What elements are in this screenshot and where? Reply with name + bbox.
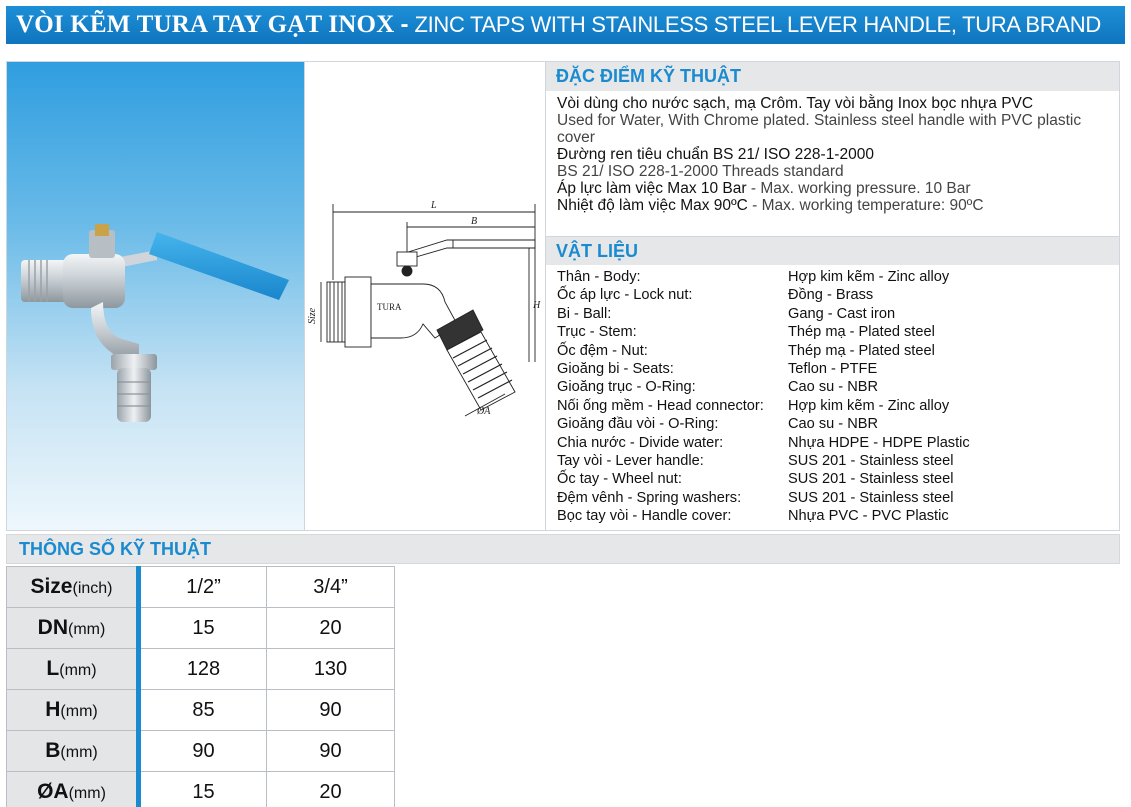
material-row (557, 286, 1119, 304)
param-unit: (mm) (68, 785, 106, 802)
material-value: Đồng - Brass (788, 287, 874, 304)
materials-heading: VẬT LIỆU (546, 236, 1119, 265)
param-unit: (mm) (59, 662, 97, 679)
table-row (7, 608, 395, 649)
features-heading: ĐẶC ĐIỂM KỸ THUẬT (546, 62, 1119, 91)
param-cell (7, 690, 139, 731)
material-part: Nối ống mềm - Head connector: (557, 397, 764, 414)
material-value: Thép mạ - Plated steel (788, 324, 935, 341)
value-cell: 130 (267, 649, 395, 690)
value-cell: 90 (139, 731, 267, 772)
param-cell (7, 731, 139, 772)
feature-line-4 (557, 197, 1119, 214)
param-unit: (mm) (68, 621, 106, 638)
material-part: Ốc đệm - Nut: (557, 342, 648, 359)
param-unit: (inch) (72, 580, 113, 597)
material-part: Chia nước - Divide water: (557, 434, 724, 451)
material-part: Gioăng bi - Seats: (557, 360, 674, 377)
material-value: Cao su - NBR (788, 416, 879, 433)
material-value: Nhựa PVC - PVC Plastic (788, 508, 949, 525)
param-name: Size (30, 575, 73, 598)
material-part: Thân - Body: (557, 269, 641, 285)
dimension-label-phi-a: ØA (477, 406, 491, 417)
feature-line-1-vn: Vòi dùng cho nước sạch, mạ Crôm. Tay vòi bằng Inox bọc nhựa PVC (557, 95, 1034, 112)
feature-line-4-vn: Nhiệt độ làm việc Max 90ºC (557, 197, 748, 214)
brand-marking: TURA (377, 302, 402, 312)
material-row (557, 323, 1119, 341)
dimension-label-size: Size (307, 307, 318, 324)
table-row (7, 567, 395, 608)
material-value: SUS 201 - Stainless steel (788, 452, 954, 469)
title-english: ZINC TAPS WITH STAINLESS STEEL LEVER HANDLE, TURA BRAND (414, 12, 1101, 37)
material-value: Thép mạ - Plated steel (788, 342, 935, 359)
value-cell: 3/4” (267, 567, 395, 608)
material-row (557, 489, 1119, 507)
material-row (557, 268, 1119, 286)
material-row (557, 434, 1119, 452)
material-value: Hợp kim kẽm - Zinc alloy (788, 269, 950, 285)
value-cell: 20 (267, 772, 395, 807)
dimension-label-b: B (471, 216, 478, 227)
material-part: Bi - Ball: (557, 305, 612, 322)
value-cell: 15 (139, 772, 267, 807)
table-row (7, 731, 395, 772)
title-separator: - (400, 11, 409, 38)
material-part: Ốc tay - Wheel nut: (557, 471, 682, 488)
material-row (557, 342, 1119, 360)
material-part: Đệm vênh - Spring washers: (557, 489, 742, 506)
zinc-tap-image (7, 62, 305, 531)
dimension-label-l: L (431, 200, 437, 211)
param-cell (7, 608, 139, 649)
material-value: Cao su - NBR (788, 379, 879, 396)
title-bar (6, 6, 1125, 44)
features-body (546, 91, 1119, 236)
param-cell (7, 567, 139, 608)
dimension-label-h: H (533, 300, 541, 311)
material-row (557, 470, 1119, 488)
value-cell: 128 (139, 649, 267, 690)
material-value: SUS 201 - Stainless steel (788, 489, 954, 506)
material-value: SUS 201 - Stainless steel (788, 471, 954, 488)
title-vietnamese: VÒI KẼM TURA TAY GẠT INOX (16, 11, 395, 38)
value-cell: 90 (267, 731, 395, 772)
value-cell: 85 (139, 690, 267, 731)
material-row (557, 415, 1119, 433)
material-row (557, 397, 1119, 415)
dimension-drawing (305, 62, 545, 532)
param-cell (7, 649, 139, 690)
material-part: Gioăng trục - O-Ring: (557, 379, 696, 396)
material-value: Teflon - PTFE (788, 360, 878, 377)
feature-line-3-vn: Áp lực làm việc Max 10 Bar (557, 180, 747, 197)
param-name: L (46, 657, 60, 680)
material-part: Trục - Stem: (557, 324, 637, 341)
table-row (7, 772, 395, 807)
material-value: Gang - Cast iron (788, 305, 896, 322)
feature-line-3-en: - Max. working pressure. 10 Bar (746, 180, 971, 197)
material-value: Nhựa HDPE - HDPE Plastic (788, 434, 970, 451)
value-cell: 90 (267, 690, 395, 731)
feature-line-2-vn: Đường ren tiêu chuẩn BS 21/ ISO 228-1-2000 (557, 146, 874, 163)
feature-line-4-en: - Max. working temperature: 90ºC (747, 197, 984, 214)
technical-drawing (305, 61, 546, 531)
param-name: H (45, 698, 61, 721)
materials-list (546, 265, 1119, 525)
feature-line-2-en: BS 21/ ISO 228-1-2000 Threads standard (557, 163, 844, 180)
material-part: Tay vòi - Lever handle: (557, 452, 704, 469)
param-name: DN (37, 616, 69, 639)
param-unit: (mm) (60, 744, 98, 761)
param-name: B (45, 739, 61, 762)
specs-panel (546, 61, 1120, 531)
feature-line-1-en: Used for Water, With Chrome plated. Stainless steel handle with PVC plastic cover (557, 112, 1082, 146)
param-cell (7, 772, 139, 807)
value-cell: 1/2” (139, 567, 267, 608)
value-cell: 15 (139, 608, 267, 649)
material-row (557, 507, 1119, 525)
material-part: Ốc áp lực - Lock nut: (557, 287, 693, 304)
param-unit: (mm) (60, 703, 98, 720)
product-photo (6, 61, 305, 531)
material-part: Gioăng đầu vòi - O-Ring: (557, 416, 719, 433)
material-row (557, 360, 1119, 378)
table-row (7, 690, 395, 731)
material-row (557, 378, 1119, 396)
material-row (557, 305, 1119, 323)
material-value: Hợp kim kẽm - Zinc alloy (788, 397, 950, 414)
material-row (557, 452, 1119, 470)
spec-table (6, 566, 395, 807)
table-row (7, 649, 395, 690)
spec-table-heading: THÔNG SỐ KỸ THUẬT (6, 534, 1120, 564)
feature-line-3 (557, 180, 1119, 197)
value-cell: 20 (267, 608, 395, 649)
param-name: ØA (37, 780, 69, 803)
material-part: Bọc tay vòi - Handle cover: (557, 508, 732, 525)
